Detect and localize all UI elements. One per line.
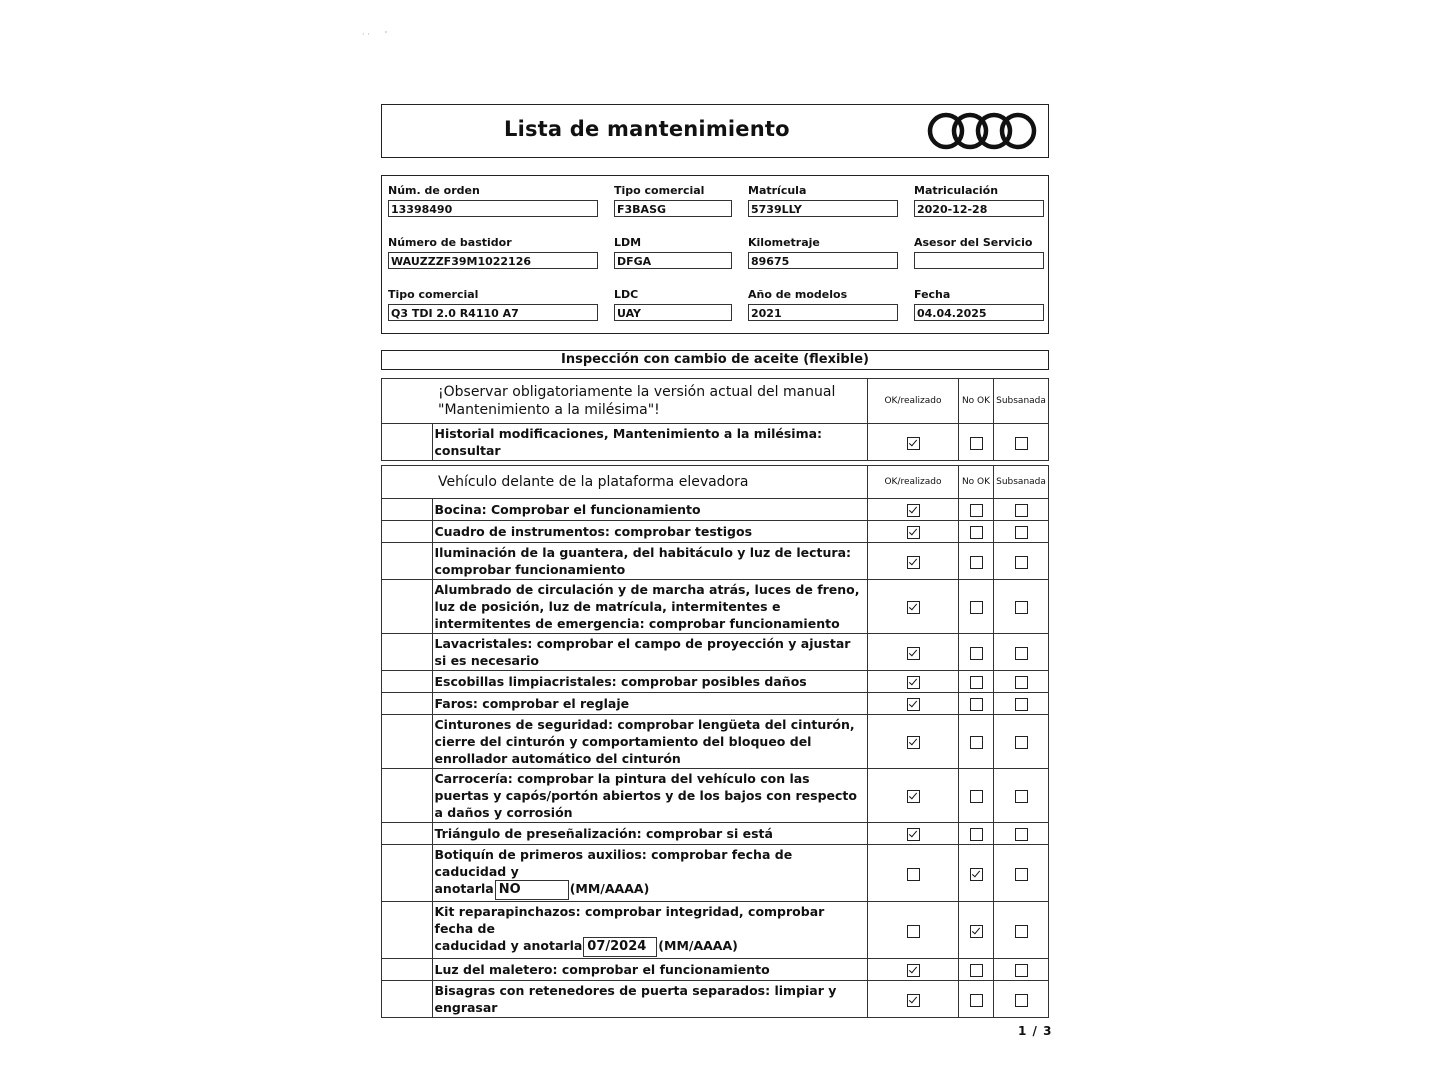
checklist-row [382, 715, 1049, 769]
block-header [382, 379, 1049, 424]
field-value[interactable]: F3BASG [614, 200, 732, 217]
section-title: Inspección con cambio de aceite (flexible) [381, 350, 1049, 370]
item-text: Bisagras con retenedores de puerta separados: limpiar y engrasar [434, 983, 837, 1015]
field-value[interactable]: 5739LLY [748, 200, 898, 217]
item-description [432, 521, 868, 543]
info-field [614, 184, 732, 217]
field-value[interactable]: 13398490 [388, 200, 598, 217]
field-value[interactable]: 89675 [748, 252, 898, 269]
ok-checkbox[interactable] [907, 828, 920, 841]
ok-checkbox[interactable] [907, 647, 920, 660]
info-field [914, 288, 1044, 321]
not-ok-checkbox[interactable] [970, 736, 983, 749]
field-label: Año de modelos [748, 288, 848, 301]
not-ok-checkbox[interactable] [970, 925, 983, 938]
info-field [914, 184, 1044, 217]
checklist-row [382, 902, 1049, 959]
checklist-row [382, 823, 1049, 845]
item-text: Cinturones de seguridad: comprobar lengüeta del cinturón, cierre del cinturón y comportamiento del bloqueo del enrollador automático del cinturón [434, 717, 855, 766]
field-label: Número de bastidor [388, 236, 512, 249]
fixed-checkbox[interactable] [1015, 790, 1028, 803]
field-value[interactable]: UAY [614, 304, 732, 321]
item-text: Escobillas limpiacristales: comprobar posibles daños [434, 674, 807, 689]
item-text: Faros: comprobar el reglaje [434, 696, 630, 711]
ok-checkbox[interactable] [907, 601, 920, 614]
block-title: ¡Observar obligatoriamente la versión actual del manual "Mantenimiento a la milésima"! [432, 379, 868, 424]
field-label: Asesor del Servicio [914, 236, 1033, 249]
item-text: Historial modificaciones, Mantenimiento a la milésima: consultar [434, 426, 823, 458]
item-description [432, 580, 868, 634]
col-fixed-header: Subsanada [994, 466, 1049, 499]
field-label: Matrícula [748, 184, 807, 197]
item-description [432, 693, 868, 715]
fixed-checkbox[interactable] [1015, 676, 1028, 689]
field-value[interactable]: Q3 TDI 2.0 R4110 A7 [388, 304, 598, 321]
item-text: Kit reparapinchazos: comprobar integridad, comprobar fecha de [434, 904, 825, 936]
expiry-date-field[interactable]: 07/2024 [583, 937, 657, 957]
expiry-date-field[interactable]: NO [495, 880, 569, 900]
not-ok-checkbox[interactable] [970, 504, 983, 517]
checklist-row [382, 424, 1049, 461]
field-value[interactable]: DFGA [614, 252, 732, 269]
item-text-continued: caducidad y anotarla [434, 938, 583, 953]
fixed-checkbox[interactable] [1015, 698, 1028, 711]
field-label: Tipo comercial [614, 184, 705, 197]
not-ok-checkbox[interactable] [970, 526, 983, 539]
ok-checkbox[interactable] [907, 676, 920, 689]
checklist-row [382, 845, 1049, 902]
field-label: Tipo comercial [388, 288, 479, 301]
ok-checkbox[interactable] [907, 994, 920, 1007]
info-field [388, 288, 598, 321]
item-text: Lavacristales: comprobar el campo de proyección y ajustar si es necesario [434, 636, 851, 668]
fixed-checkbox[interactable] [1015, 868, 1028, 881]
item-text: Alumbrado de circulación y de marcha atrás, luces de freno, luz de posición, luz de matrícula, intermitentes e intermitentes de emergencia: comprobar funcionamiento [434, 582, 860, 631]
field-value[interactable]: 2020-12-28 [914, 200, 1044, 217]
checklist-row [382, 693, 1049, 715]
block-header [382, 466, 1049, 499]
ok-checkbox[interactable] [907, 868, 920, 881]
item-description [432, 499, 868, 521]
fixed-checkbox[interactable] [1015, 556, 1028, 569]
checklist-row [382, 543, 1049, 580]
item-description [432, 981, 868, 1018]
checklist-row [382, 769, 1049, 823]
field-value[interactable]: WAUZZZF39M1022126 [388, 252, 598, 269]
page-title: Lista de mantenimiento [504, 117, 790, 141]
ok-checkbox[interactable] [907, 964, 920, 977]
item-description [432, 902, 868, 959]
ok-checkbox[interactable] [907, 504, 920, 517]
not-ok-checkbox[interactable] [970, 556, 983, 569]
fixed-checkbox[interactable] [1015, 647, 1028, 660]
page-number: 1 / 3 [1018, 1024, 1053, 1038]
ok-checkbox[interactable] [907, 790, 920, 803]
field-label: LDM [614, 236, 642, 249]
item-text: Botiquín de primeros auxilios: comprobar fecha de caducidad y [434, 847, 793, 879]
info-field [614, 236, 732, 269]
not-ok-checkbox[interactable] [970, 964, 983, 977]
col-ok-header: OK/realizado [868, 466, 959, 499]
not-ok-checkbox[interactable] [970, 437, 983, 450]
ok-checkbox[interactable] [907, 736, 920, 749]
info-field [748, 184, 898, 217]
date-format-label: (MM/AAAA) [569, 881, 650, 896]
checklist-row [382, 959, 1049, 981]
item-description [432, 543, 868, 580]
checklist-row [382, 580, 1049, 634]
col-nok-header: No OK [959, 379, 994, 424]
item-text: Triángulo de preseñalización: comprobar si está [434, 826, 773, 841]
fixed-checkbox[interactable] [1015, 504, 1028, 517]
block-title: Vehículo delante de la plataforma elevadora [432, 466, 868, 499]
checklist-block-1 [381, 378, 1049, 461]
not-ok-checkbox[interactable] [970, 698, 983, 711]
checklist-row [382, 521, 1049, 543]
field-label: LDC [614, 288, 639, 301]
field-value[interactable] [914, 252, 1044, 269]
checklist-block-2 [381, 465, 1049, 1018]
fixed-checkbox[interactable] [1015, 964, 1028, 977]
item-text: Carrocería: comprobar la pintura del vehículo con las puertas y capós/portón abiertos y de los bajos con respecto a daños y corrosión [434, 771, 857, 820]
item-description [432, 823, 868, 845]
fixed-checkbox[interactable] [1015, 828, 1028, 841]
ok-checkbox[interactable] [907, 556, 920, 569]
four-rings-logo-icon [926, 111, 1038, 151]
not-ok-checkbox[interactable] [970, 994, 983, 1007]
field-label: Fecha [914, 288, 951, 301]
fixed-checkbox[interactable] [1015, 601, 1028, 614]
item-description [432, 769, 868, 823]
item-text-continued: anotarla [434, 881, 494, 896]
checklist-row [382, 671, 1049, 693]
not-ok-checkbox[interactable] [970, 868, 983, 881]
not-ok-checkbox[interactable] [970, 647, 983, 660]
info-field [748, 288, 898, 321]
field-label: Núm. de orden [388, 184, 480, 197]
title-box [381, 104, 1049, 158]
field-label: Matriculación [914, 184, 999, 197]
vehicle-info-box [381, 175, 1049, 334]
date-format-label: (MM/AAAA) [658, 938, 738, 953]
info-field [748, 236, 898, 269]
ok-checkbox[interactable] [907, 526, 920, 539]
item-description [432, 424, 868, 461]
fixed-checkbox[interactable] [1015, 994, 1028, 1007]
checklist-row [382, 981, 1049, 1018]
scan-speck: · · ' [362, 30, 388, 39]
info-field [388, 184, 598, 217]
item-description [432, 634, 868, 671]
col-ok-header: OK/realizado [868, 379, 959, 424]
field-label: Kilometraje [748, 236, 820, 249]
fixed-checkbox[interactable] [1015, 736, 1028, 749]
fixed-checkbox[interactable] [1015, 526, 1028, 539]
checklist-row [382, 634, 1049, 671]
checklist-row [382, 499, 1049, 521]
col-nok-header: No OK [959, 466, 994, 499]
not-ok-checkbox[interactable] [970, 828, 983, 841]
ok-checkbox[interactable] [907, 925, 920, 938]
info-field [614, 288, 732, 321]
item-description [432, 959, 868, 981]
fixed-checkbox[interactable] [1015, 925, 1028, 938]
col-fixed-header: Subsanada [994, 379, 1049, 424]
not-ok-checkbox[interactable] [970, 601, 983, 614]
ok-checkbox[interactable] [907, 698, 920, 711]
item-text: Iluminación de la guantera, del habitáculo y luz de lectura: comprobar funcionamiento [434, 545, 851, 577]
fixed-checkbox[interactable] [1015, 437, 1028, 450]
not-ok-checkbox[interactable] [970, 676, 983, 689]
not-ok-checkbox[interactable] [970, 790, 983, 803]
ok-checkbox[interactable] [907, 437, 920, 450]
item-description [432, 845, 868, 902]
info-field [388, 236, 598, 269]
item-text: Cuadro de instrumentos: comprobar testigos [434, 524, 753, 539]
info-field [914, 236, 1044, 269]
field-value[interactable]: 2021 [748, 304, 898, 321]
item-text: Bocina: Comprobar el funcionamiento [434, 502, 701, 517]
field-value[interactable]: 04.04.2025 [914, 304, 1044, 321]
item-description [432, 715, 868, 769]
item-description [432, 671, 868, 693]
item-text: Luz del maletero: comprobar el funcionamiento [434, 962, 770, 977]
